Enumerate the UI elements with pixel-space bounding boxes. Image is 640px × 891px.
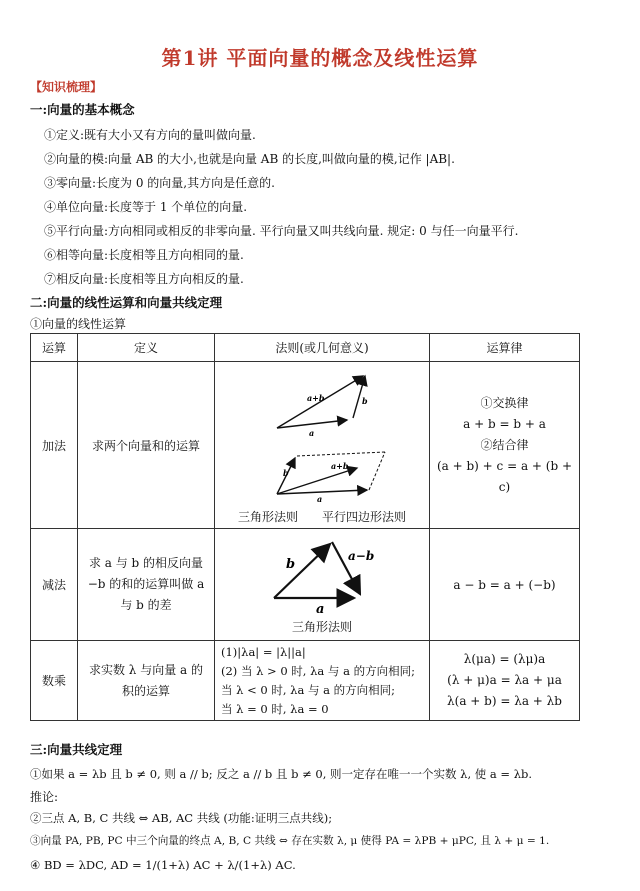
label-b: b [362, 395, 368, 406]
laws-add [430, 362, 580, 529]
laws-sub: a − b = a + (−b) [430, 529, 580, 641]
theorem-item: ①如果 a = λb 且 b ≠ 0, 则 a // b; 反之 a // b 且 b ≠ 0, 则一定存在唯一一个实数 λ, 使 a = λb. [30, 767, 533, 781]
op-add: 加法 [31, 362, 78, 529]
def-line: 求实数 λ 与向量 a 的 [88, 662, 204, 677]
para-dash2 [369, 452, 385, 490]
rule-line: (1)|λa| = |λ||a| [221, 644, 306, 659]
rule-add [215, 362, 430, 529]
para-dash1 [297, 452, 385, 456]
sub-label-diff: a−b [348, 549, 375, 563]
laws-mul [430, 641, 580, 721]
rule-line: (2) 当 λ > 0 时, λa 与 a 的方向相同; [221, 663, 415, 678]
law-line: a + b = b + a [463, 416, 546, 431]
rule-line: 当 λ = 0 时, λa = 0 [221, 701, 329, 716]
section-tag: 【知识梳理】 [30, 80, 103, 94]
section1-heading: 一:向量的基本概念 [30, 102, 135, 117]
def-add: 求两个向量和的运算 [78, 362, 215, 529]
law-line: (a + b) + c = a + (b + c) [436, 458, 573, 494]
para-label-a: a [317, 493, 323, 504]
section2-sub: ①向量的线性运算 [30, 317, 127, 331]
law-line: λ(a + b) = λa + λb [447, 694, 562, 708]
def-mul [78, 641, 215, 721]
theorem-item: ④ BD = λDC, AD = 1/(1+λ) AC + λ/(1+λ) AC. [30, 858, 296, 872]
rule-line: 当 λ < 0 时, λa 与 a 的方向相同; [221, 682, 396, 697]
label-a: a [309, 427, 315, 438]
concept-item: ⑦相反向量:长度相等且方向相反的量. [44, 272, 244, 286]
theorem-item: 推论: [30, 790, 59, 804]
para-sum [277, 468, 357, 494]
law-line: λ(μa) = (λμ)a [463, 652, 546, 666]
page-title: 第1讲 平面向量的概念及线性运算 [161, 46, 479, 70]
def-line: −b 的和的运算叫做 a [87, 577, 205, 591]
header-rule: 法则(或几何意义) [215, 334, 430, 362]
operations-table [30, 333, 580, 721]
header-def: 定义 [78, 334, 215, 362]
def-line: 求 a 与 b 的相反向量 [88, 556, 204, 570]
concept-item: ②向量的模:向量 AB 的大小,也就是向量 AB 的长度,叫做向量的模,记作 |AB|. [44, 152, 455, 166]
rule-mul [215, 641, 430, 721]
law-line: ①交换律 [480, 395, 529, 410]
rule-sub [215, 529, 430, 641]
add-caption: 三角形法则 平行四边形法则 [237, 509, 406, 524]
op-sub: 减法 [31, 529, 78, 641]
sub-label-b: b [286, 557, 296, 572]
law-line: ②结合律 [480, 437, 529, 452]
header-law: 运算律 [430, 334, 580, 362]
para-label-sum: a+b [331, 460, 349, 471]
concept-item: ③零向量:长度为 0 的向量,其方向是任意的. [44, 176, 275, 190]
label-sum: a+b [307, 392, 325, 403]
sub-vector-b [274, 544, 330, 598]
concept-item: ①定义:既有大小又有方向的量叫做向量. [44, 128, 256, 142]
concept-item: ⑥相等向量:长度相等且方向相同的量. [44, 248, 244, 262]
concept-item: ④单位向量:长度等于 1 个单位的向量. [44, 200, 248, 214]
addition-diagram [217, 366, 427, 506]
section2-heading: 二:向量的线性运算和向量共线定理 [30, 295, 223, 310]
sub-caption: 三角形法则 [291, 620, 352, 634]
header-op: 运算 [31, 334, 78, 362]
para-label-b: b [283, 467, 289, 478]
theorem-item: ③向量 PA, PB, PC 中三个向量的终点 A, B, C 共线 ⇔ 存在实数 λ, μ 使得 PA = λPB + μPC, 且 λ + μ = 1. [30, 835, 550, 847]
section3-heading: 三:向量共线定理 [30, 742, 123, 757]
def-line: 与 b 的差 [120, 598, 172, 612]
def-line: 积的运算 [121, 683, 170, 698]
op-mul: 数乘 [31, 641, 78, 721]
sub-label-a: a [316, 602, 325, 614]
subtraction-diagram [252, 534, 392, 614]
theorem-item: ②三点 A, B, C 共线 ⇔ AB, AC 共线 (功能:证明三点共线); [30, 811, 333, 825]
def-sub [78, 529, 215, 641]
concept-item: ⑤平行向量:方向相同或相反的非零向量. 平行向量又叫共线向量. 规定: 0 与任一向量平行. [44, 224, 519, 238]
law-line: (λ + μ)a = λa + μa [447, 673, 562, 687]
